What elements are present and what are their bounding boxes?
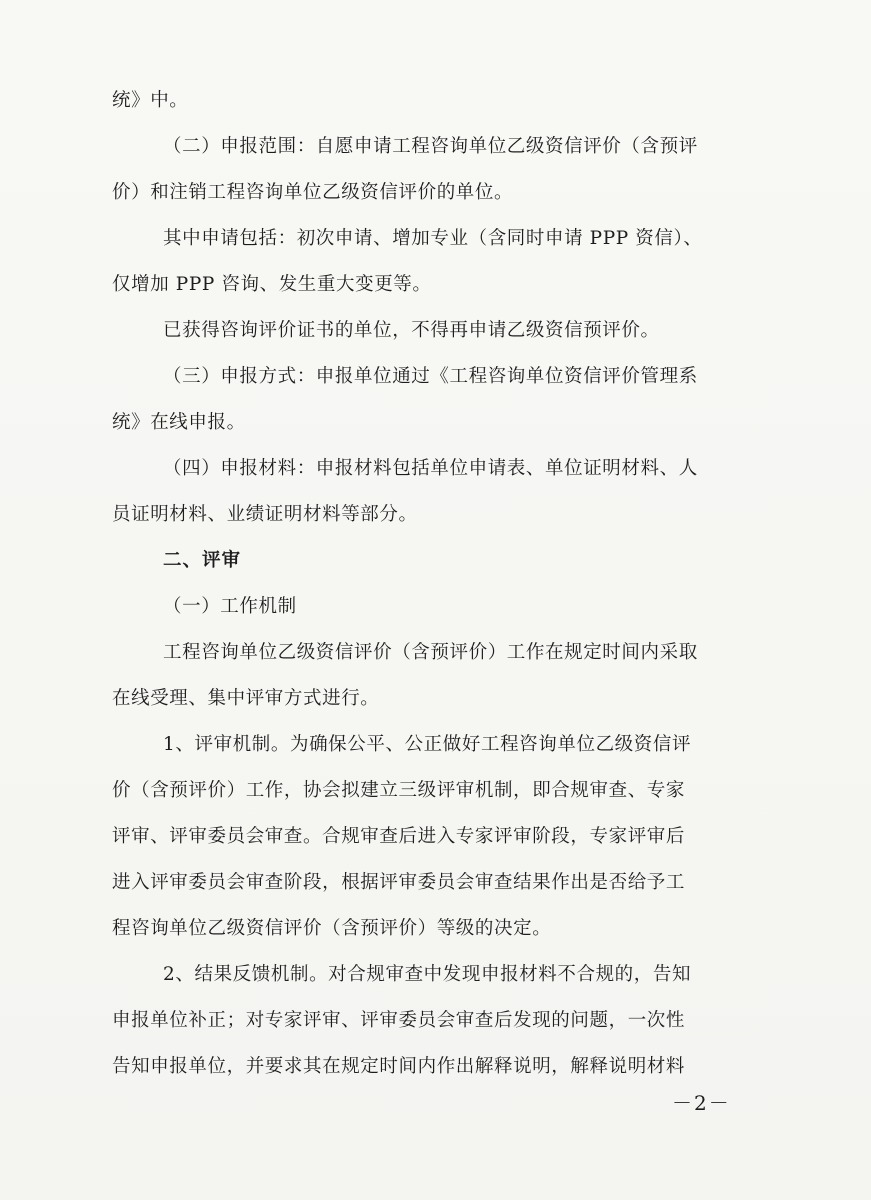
text-line: 仅增加 PPP 咨询、发生重大变更等。 [112, 274, 432, 295]
text-line: 评审、评审委员会审查。合规审查后进入专家评审阶段，专家评审后 [112, 826, 686, 847]
page-number: －2－ [672, 1091, 731, 1115]
text-line: 1、评审机制。为确保公平、公正做好工程咨询单位乙级资信评 [163, 734, 692, 755]
subsection-heading: （一）工作机制 [163, 596, 297, 617]
text-line: 价（含预评价）工作，协会拟建立三级评审机制，即合规审查、专家 [112, 780, 686, 801]
text-line: 程咨询单位乙级资信评价（含预评价）等级的决定。 [112, 918, 552, 939]
text-line: 已获得咨询评价证书的单位，不得再申请乙级资信预评价。 [163, 320, 660, 341]
text-line: 进入评审委员会审查阶段，根据评审委员会审查结果作出是否给予工 [112, 872, 686, 893]
text-line: （三）申报方式：申报单位通过《工程咨询单位资信评价管理系 [163, 366, 698, 387]
text-line: 告知申报单位，并要求其在规定时间内作出解释说明，解释说明材料 [112, 1056, 686, 1077]
text-line: 2、结果反馈机制。对合规审查中发现申报材料不合规的，告知 [163, 964, 692, 985]
text-line: 其中申请包括：初次申请、增加专业（含同时申请 PPP 资信）、 [163, 228, 703, 249]
text-line: 员证明材料、业绩证明材料等部分。 [112, 504, 418, 525]
text-line: 价）和注销工程咨询单位乙级资信评价的单位。 [112, 182, 514, 203]
section-heading: 二、评审 [163, 550, 242, 571]
text-line: （二）申报范围：自愿申请工程咨询单位乙级资信评价（含预评 [163, 136, 698, 157]
text-line: （四）申报材料：申报材料包括单位申请表、单位证明材料、人 [163, 458, 698, 479]
text-line: 统》在线申报。 [112, 412, 246, 433]
text-line: 工程咨询单位乙级资信评价（含预评价）工作在规定时间内采取 [163, 642, 698, 663]
text-line: 申报单位补正；对专家评审、评审委员会审查后发现的问题，一次性 [112, 1010, 686, 1031]
text-line: 统》中。 [112, 90, 189, 111]
text-line: 在线受理、集中评审方式进行。 [112, 688, 380, 709]
